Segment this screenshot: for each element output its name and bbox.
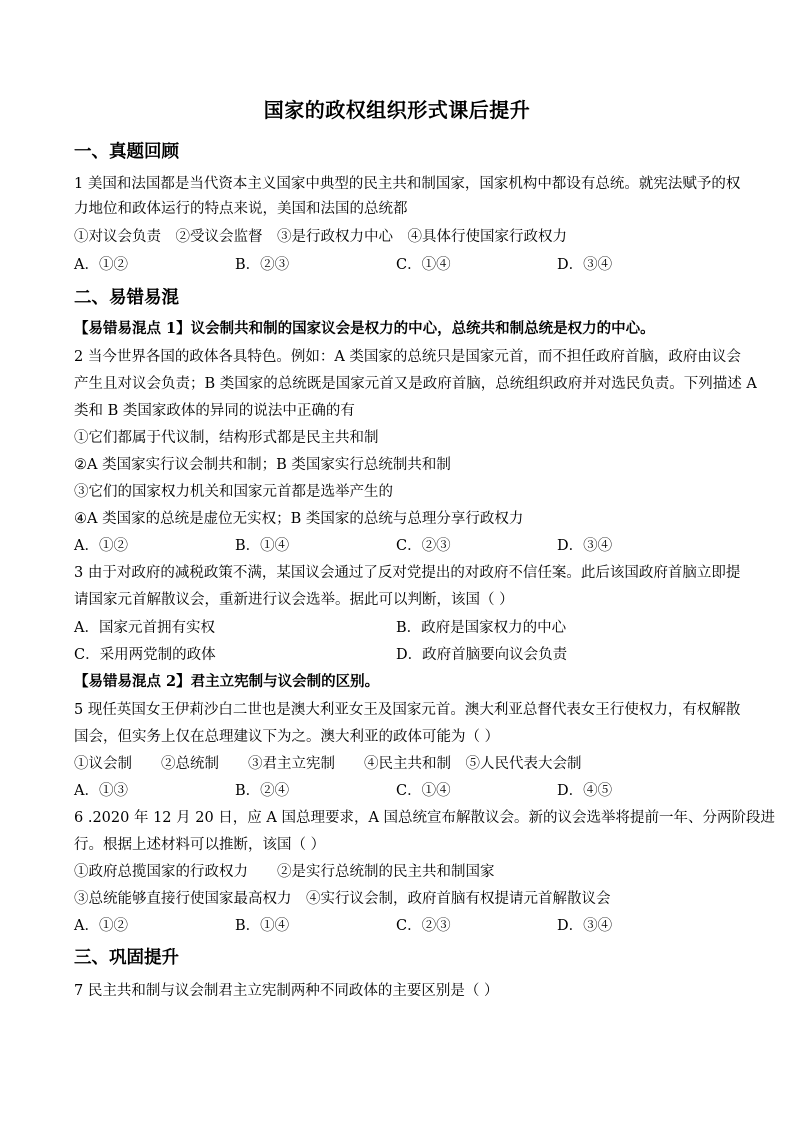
section-heading-2: 二、易错易混 bbox=[74, 288, 179, 308]
question-6-items-1: ①政府总揽国家的行政权力 ②是实行总统制的民主共和制国家 bbox=[74, 864, 495, 880]
error-point-1: 【易错易混点 1】议会制共和制的国家议会是权力的中心，总统共和制总统是权力的中心。 bbox=[74, 320, 655, 337]
question-1-option-a: A．①② bbox=[74, 257, 128, 273]
page-title: 国家的政权组织形式课后提升 bbox=[263, 98, 531, 122]
question-2-item-1: ①它们都属于代议制，结构形式都是民主共和制 bbox=[74, 430, 379, 446]
question-2-item-2: ②A 类国家实行议会制共和制；B 类国家实行总统制共和制 bbox=[74, 457, 451, 473]
question-3-option-c: C．采用两党制的政体 bbox=[74, 647, 216, 663]
question-2-option-a: A．①② bbox=[74, 538, 128, 554]
question-6-items-2: ③总统能够直接行使国家最高权力 ④实行议会制，政府首脑有权提请元首解散议会 bbox=[74, 891, 611, 907]
question-2-text-line-1: 2 当今世界各国的政体各具特色。例如：A 类国家的总统只是国家元首，而不担任政府首脑，政府由议会 bbox=[74, 349, 741, 365]
question-2-option-d: D．③④ bbox=[557, 538, 613, 554]
question-3-option-d: D．政府首脑要向议会负责 bbox=[396, 647, 568, 663]
question-5-items: ①议会制 ②总统制 ③君主立宪制 ④民主共和制 ⑤人民代表大会制 bbox=[74, 756, 582, 772]
section-heading-1: 一、真题回顾 bbox=[74, 142, 179, 162]
question-3-text-line-1: 3 由于对政府的减税政策不满，某国议会通过了反对党提出的对政府不信任案。此后该国政府首脑立即提 bbox=[74, 565, 741, 581]
question-2-option-b: B．①④ bbox=[235, 538, 290, 554]
question-1-items: ①对议会负责 ②受议会监督 ③是行政权力中心 ④具体行使国家行政权力 bbox=[74, 229, 567, 245]
question-2-text-line-3: 类和 B 类国家政体的异同的说法中正确的有 bbox=[74, 403, 355, 419]
question-6-option-d: D．③④ bbox=[557, 918, 613, 934]
question-1-option-d: D．③④ bbox=[557, 257, 613, 273]
question-5-text-line-2: 国会，但实务上仅在总理建议下为之。澳大利亚的政体可能为（ ） bbox=[74, 729, 500, 745]
question-2-item-4: ④A 类国家的总统是虚位无实权；B 类国家的总统与总理分享行政权力 bbox=[74, 511, 524, 527]
question-6-option-a: A．①② bbox=[74, 918, 128, 934]
question-1-option-b: B．②③ bbox=[235, 257, 290, 273]
question-6-text-line-1: 6 .2020 年 12 月 20 日，应 A 国总理要求，A 国总统宣布解散议会。新的议会选举将提前一年、分两阶段进 bbox=[74, 810, 776, 826]
question-6-text-line-2: 行。根据上述材料可以推断，该国（ ） bbox=[74, 837, 326, 853]
error-point-2: 【易错易混点 2】君主立宪制与议会制的区别。 bbox=[74, 673, 380, 690]
question-2-text-line-2: 产生且对议会负责；B 类国家的总统既是国家元首又是政府首脑，总统组织政府并对选民负责。下列描述 A bbox=[74, 376, 757, 392]
question-5-option-b: B．②④ bbox=[235, 783, 290, 799]
question-3-option-b: B．政府是国家权力的中心 bbox=[396, 620, 567, 636]
section-heading-3: 三、巩固提升 bbox=[74, 948, 179, 968]
question-5-option-c: C．①④ bbox=[396, 783, 451, 799]
question-6-option-c: C．②③ bbox=[396, 918, 451, 934]
question-2-item-3: ③它们的国家权力机关和国家元首都是选举产生的 bbox=[74, 484, 393, 500]
question-5-option-d: D．④⑤ bbox=[557, 783, 613, 799]
question-1-text-line-1: 1 美国和法国都是当代资本主义国家中典型的民主共和制国家，国家机构中都设有总统。就宪法赋予的权 bbox=[74, 176, 741, 192]
question-1-option-c: C．①④ bbox=[396, 257, 451, 273]
question-6-option-b: B．①④ bbox=[235, 918, 290, 934]
question-3-option-a: A．国家元首拥有实权 bbox=[74, 620, 215, 636]
question-7-text-line-1: 7 民主共和制与议会制君主立宪制两种不同政体的主要区别是（ ） bbox=[74, 983, 499, 999]
question-3-text-line-2: 请国家元首解散议会，重新进行议会选举。据此可以判断，该国（ ） bbox=[74, 592, 514, 608]
question-2-option-c: C．②③ bbox=[396, 538, 451, 554]
question-1-text-line-2: 力地位和政体运行的特点来说，美国和法国的总统都 bbox=[74, 201, 408, 217]
question-5-text-line-1: 5 现任英国女王伊莉沙白二世也是澳大利亚女王及国家元首。澳大利亚总督代表女王行使权力，有权解散 bbox=[74, 702, 741, 718]
question-5-option-a: A．①③ bbox=[74, 783, 128, 799]
